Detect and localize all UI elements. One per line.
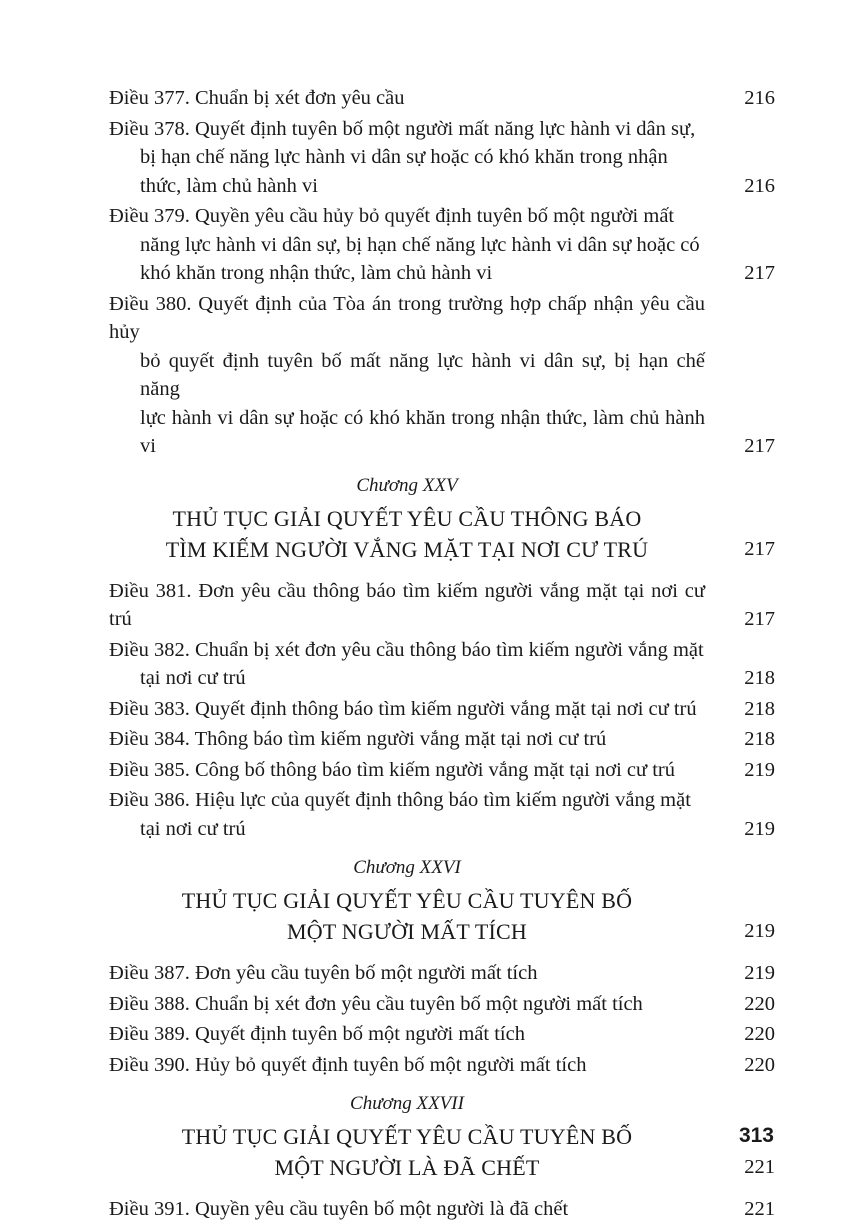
chapter-label: Chương XXVI <box>353 857 461 878</box>
toc-entry <box>109 695 775 724</box>
entry-line: Điều 382. Chuẩn bị xét đơn yêu cầu thông báo tìm kiếm người vắng mặt <box>109 638 704 661</box>
chapter-page-number: 217 <box>744 537 775 560</box>
toc-entry <box>109 290 775 461</box>
toc-entry <box>109 725 775 754</box>
entry-page-number: 219 <box>744 962 775 984</box>
entry-line: Điều 380. Quyết định của Tòa án trong trường hợp chấp nhận yêu cầu hủy <box>109 292 705 343</box>
chapter-heading <box>109 1121 775 1183</box>
entry-page-number: 218 <box>744 667 775 689</box>
chapter-title-line: THỦ TỤC GIẢI QUYẾT YÊU CẦU TUYÊN BỐ <box>181 888 633 913</box>
entry-line: tại nơi cư trú <box>140 667 246 689</box>
entry-page-number: 221 <box>744 1198 775 1220</box>
entry-line: Điều 387. Đơn yêu cầu tuyên bố một người mất tích <box>109 962 538 984</box>
entry-line: khó khăn trong nhận thức, làm chủ hành vi <box>140 262 493 284</box>
entry-page-number: 216 <box>744 174 775 197</box>
toc-entry <box>109 959 775 988</box>
chapter-label: Chương XXVII <box>350 1093 464 1114</box>
entry-page-number: 220 <box>744 992 775 1015</box>
entry-page-number: 217 <box>744 262 775 284</box>
entry-page-number: 218 <box>744 697 775 720</box>
entry-line: năng lực hành vi dân sự, bị hạn chế năng lực hành vi dân sự hoặc có <box>140 233 700 256</box>
entry-line: tại nơi cư trú <box>140 817 246 840</box>
chapter-title-line: THỦ TỤC GIẢI QUYẾT YÊU CẦU THÔNG BÁO <box>172 505 642 531</box>
entry-line: thức, làm chủ hành vi <box>140 174 318 197</box>
chapter-title-line: MỘT NGƯỜI MẤT TÍCH <box>286 919 528 944</box>
toc-entry <box>109 577 775 634</box>
toc-entry <box>109 1195 775 1224</box>
toc-entry <box>109 756 775 785</box>
toc-entry <box>109 84 775 113</box>
toc-entry <box>109 990 775 1019</box>
table-of-contents <box>109 84 775 1226</box>
chapter-label: Chương XXV <box>356 474 458 496</box>
entry-line: Điều 383. Quyết định thông báo tìm kiếm người vắng mặt tại nơi cư trú <box>109 697 697 720</box>
entry-page-number: 219 <box>744 758 775 781</box>
toc-entry <box>109 115 775 201</box>
entry-line: bỏ quyết định tuyên bố mất năng lực hành vi dân sự, bị hạn chế năng <box>140 349 705 400</box>
toc-entry <box>109 786 775 843</box>
entry-line: bị hạn chế năng lực hành vi dân sự hoặc có khó khăn trong nhận <box>140 146 668 168</box>
chapter-page-number: 219 <box>744 920 775 942</box>
entry-line: Điều 379. Quyền yêu cầu hủy bỏ quyết định tuyên bố một người mất <box>109 205 675 227</box>
entry-page-number: 217 <box>744 435 775 457</box>
chapter-title-line: THỦ TỤC GIẢI QUYẾT YÊU CẦU TUYÊN BỐ <box>181 1124 633 1149</box>
chapter-title-line: MỘT NGƯỜI LÀ ĐÃ CHẾT <box>274 1155 540 1180</box>
entry-page-number: 216 <box>744 87 775 109</box>
entry-line: Điều 377. Chuẩn bị xét đơn yêu cầu <box>109 87 405 109</box>
entry-line: Điều 390. Hủy bỏ quyết định tuyên bố một người mất tích <box>109 1053 587 1076</box>
entry-line: Điều 384. Thông báo tìm kiếm người vắng mặt tại nơi cư trú <box>109 728 607 750</box>
toc-entry <box>109 636 775 693</box>
entry-line: Điều 386. Hiệu lực của quyết định thông báo tìm kiếm người vắng mặt <box>109 789 691 811</box>
toc-entry <box>109 1051 775 1080</box>
entry-line: Điều 381. Đơn yêu cầu thông báo tìm kiếm người vắng mặt tại nơi cư trú <box>109 579 705 630</box>
chapter-heading <box>109 503 775 565</box>
entry-line: Điều 385. Công bố thông báo tìm kiếm người vắng mặt tại nơi cư trú <box>109 758 676 781</box>
entry-line: lực hành vi dân sự hoặc có khó khăn trong nhận thức, làm chủ hành vi <box>140 406 705 457</box>
entry-page-number: 220 <box>744 1023 775 1045</box>
entry-line: Điều 378. Quyết định tuyên bố một người mất năng lực hành vi dân sự, <box>109 117 696 140</box>
chapter-heading <box>109 885 775 947</box>
chapter-title-line: TÌM KIẾM NGƯỜI VẮNG MẶT TẠI NƠI CƯ TRÚ <box>165 536 649 562</box>
page-number: 313 <box>738 1124 774 1147</box>
chapter-page-number: 221 <box>744 1156 775 1178</box>
entry-line: Điều 388. Chuẩn bị xét đơn yêu cầu tuyên bố một người mất tích <box>109 992 643 1015</box>
entry-page-number: 219 <box>744 817 775 840</box>
entry-page-number: 217 <box>744 608 775 630</box>
toc-entry <box>109 202 775 288</box>
entry-page-number: 218 <box>744 728 775 750</box>
entry-line: Điều 391. Quyền yêu cầu tuyên bố một người là đã chết <box>109 1198 569 1220</box>
entry-page-number: 220 <box>744 1053 775 1076</box>
entry-line: Điều 389. Quyết định tuyên bố một người mất tích <box>109 1023 525 1045</box>
toc-entry <box>109 1020 775 1049</box>
